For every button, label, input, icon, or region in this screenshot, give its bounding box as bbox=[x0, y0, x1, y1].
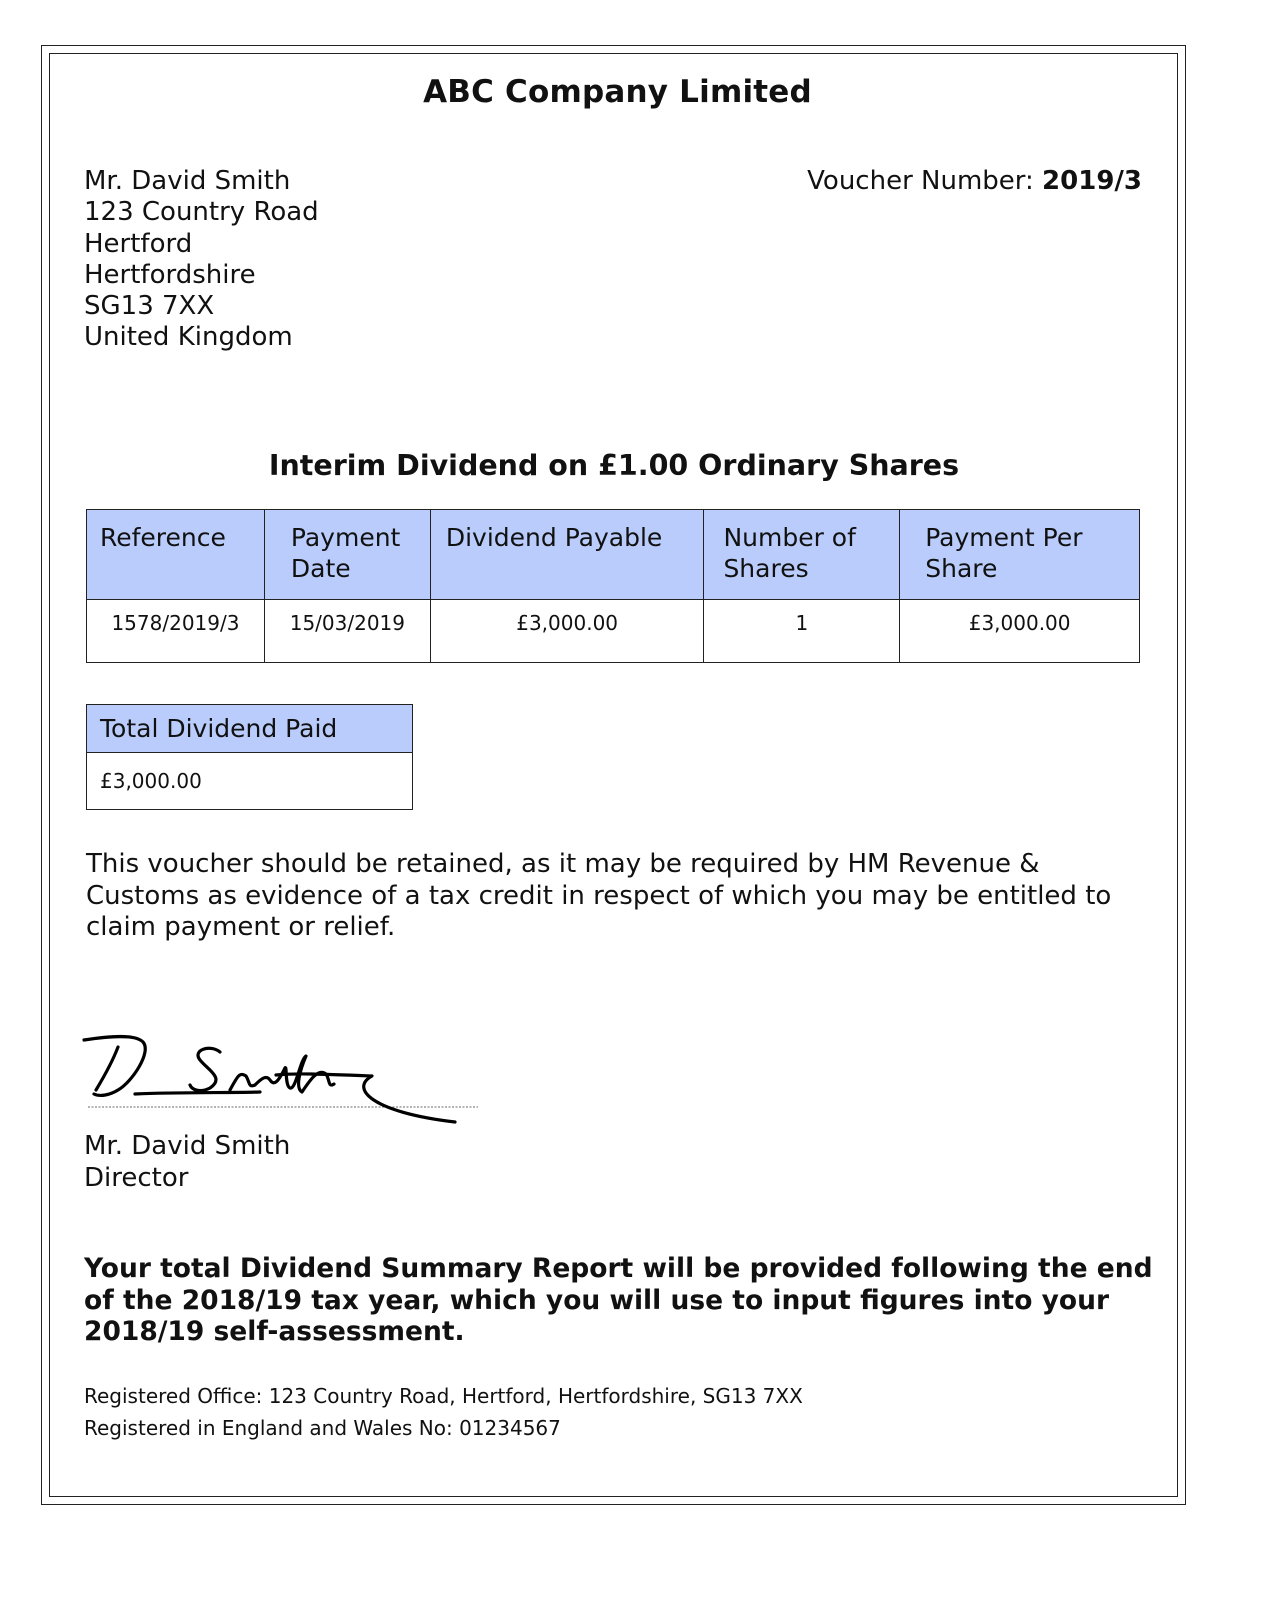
dividend-heading: Interim Dividend on £1.00 Ordinary Shares bbox=[268, 449, 960, 482]
cell-payment-date: 15/03/2019 bbox=[264, 600, 430, 663]
dividend-table bbox=[86, 509, 1140, 663]
table-row bbox=[87, 600, 1140, 663]
address-line: Hertford bbox=[84, 228, 193, 259]
voucher-label: Voucher Number: bbox=[807, 166, 1034, 196]
recipient-address bbox=[84, 166, 319, 354]
summary-report-notice: Your total Dividend Summary Report will be provided following the end of the 2018/19 tax year, which you will use to input figures into your 2018/19 self-assessment. bbox=[84, 1253, 1153, 1347]
address-line: Hertfordshire bbox=[84, 259, 256, 290]
signatory-title: Director bbox=[84, 1162, 189, 1193]
header-number-of-shares: Number of Shares bbox=[704, 510, 900, 600]
header-payment-per-share: Payment Per Share bbox=[900, 510, 1140, 600]
address-line: 123 Country Road bbox=[84, 197, 319, 228]
registration-number: Registered in England and Wales No: 01234567 bbox=[84, 1415, 561, 1440]
address-line: Mr. David Smith bbox=[84, 166, 291, 196]
cell-number-of-shares: 1 bbox=[704, 600, 900, 663]
total-dividend-table bbox=[86, 704, 413, 810]
signatory-name: Mr. David Smith bbox=[84, 1131, 291, 1161]
header-payment-date: Payment Date bbox=[264, 510, 430, 600]
retention-notice: This voucher should be retained, as it may be required by HM Revenue & Customs as evidence of a tax credit in respect of which you may be entitled to claim payment or relief. bbox=[86, 849, 1112, 942]
company-name: ABC Company Limited bbox=[423, 74, 812, 110]
cell-dividend-payable: £3,000.00 bbox=[430, 600, 704, 663]
header-reference: Reference bbox=[87, 510, 265, 600]
table-header-row bbox=[87, 510, 1140, 600]
registered-office: Registered Office: 123 Country Road, Hertford, Hertfordshire, SG13 7XX bbox=[84, 1384, 803, 1408]
voucher-number bbox=[807, 166, 1142, 197]
cell-reference: 1578/2019/3 bbox=[87, 600, 265, 663]
address-line: SG13 7XX bbox=[84, 291, 215, 322]
cell-payment-per-share: £3,000.00 bbox=[900, 600, 1140, 663]
signatory-block bbox=[84, 1131, 290, 1194]
total-label: Total Dividend Paid bbox=[87, 705, 413, 753]
voucher-value: 2019/3 bbox=[1042, 166, 1142, 196]
signature-image bbox=[80, 1030, 490, 1130]
footer bbox=[84, 1381, 803, 1444]
header-dividend-payable: Dividend Payable bbox=[430, 510, 704, 600]
address-line: United Kingdom bbox=[84, 322, 293, 353]
total-value: £3,000.00 bbox=[87, 753, 413, 810]
